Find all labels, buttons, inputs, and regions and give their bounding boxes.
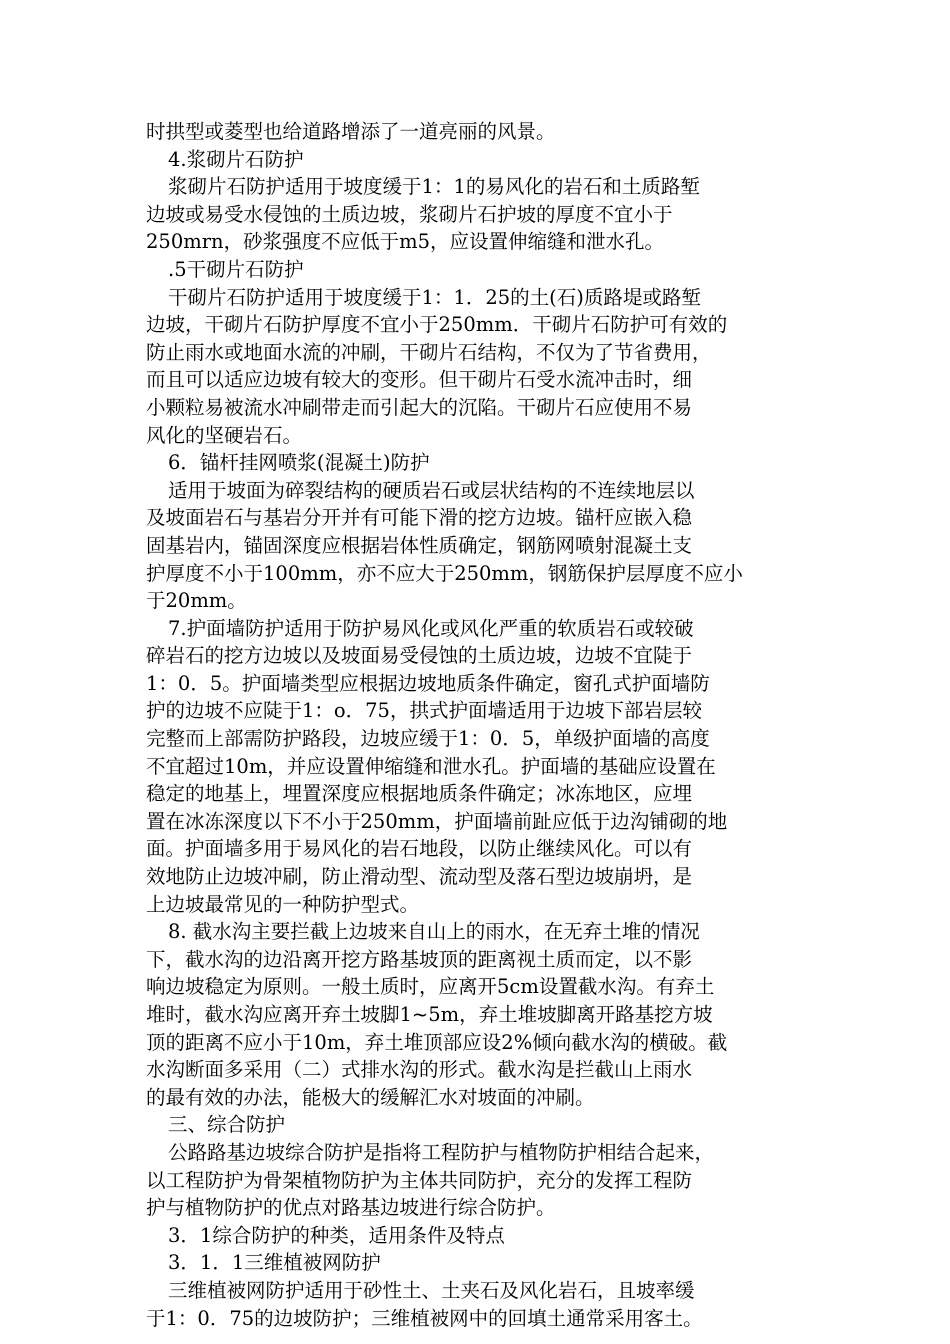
paragraph-line: 护的边坡不应陡于1：o．75，拱式护面墙适用于边坡下部岩层较: [146, 699, 702, 723]
section-heading: 三、综合防护: [168, 1113, 286, 1137]
paragraph-line: 边坡，干砌片石防护厚度不宜小于250mm．干砌片石防护可有效的: [146, 313, 728, 337]
paragraph-line: 时拱型或菱型也给道路增添了一道亮丽的风景。: [146, 120, 556, 143]
paragraph-line: 于20mm。: [146, 589, 247, 613]
paragraph-line: 以工程防护为骨架植物防护为主体共同防护，充分的发挥工程防: [146, 1168, 693, 1192]
paragraph-line: 防止雨水或地面水流的冲刷，干砌片石结构，不仅为了节省费用，: [146, 340, 712, 364]
paragraph-line: 稳定的地基上，埋置深度应根据地质条件确定；冰冻地区，应埋: [146, 782, 693, 806]
paragraph-line: 顶的距离不应小于10m，弃土堆顶部应设2%倾向截水沟的横破。截: [146, 1030, 728, 1054]
paragraph-first-line: 三维植被网防护适用于砂性土、土夹石及风化岩石，且坡率缓: [168, 1278, 695, 1302]
section-heading: 3．1综合防护的种类，适用条件及特点: [168, 1223, 505, 1247]
section-heading: 4.浆砌片石防护: [168, 147, 304, 171]
paragraph-first-line: 浆砌片石防护适用于坡度缓于1：1的易风化的岩石和土质路堑: [168, 175, 700, 199]
paragraph-line: 上边坡最常见的一种防护型式。: [146, 892, 420, 916]
paragraph-line: 风化的坚硬岩石。: [146, 423, 303, 447]
paragraph-line: 250mrn，砂浆强度不应低于m5，应设置伸缩缝和泄水孔。: [146, 230, 664, 254]
paragraph-first-line: 7.护面墙防护适用于防护易风化或风化严重的软质岩石或较破: [168, 616, 694, 640]
paragraph-line: 完整而上部需防护路段，边坡应缓于1：0．5，单级护面墙的高度: [146, 727, 710, 751]
paragraph-line: 护与植物防护的优点对路基边坡进行综合防护。: [146, 1196, 556, 1220]
paragraph-line: 不宜超过10m，并应设置伸缩缝和泄水孔。护面墙的基础应设置在: [146, 754, 716, 778]
paragraph-line: 1：0．5。护面墙类型应根据边坡地质条件确定，窗孔式护面墙防: [146, 671, 710, 695]
section-heading: 3．1．1三维植被网防护: [168, 1251, 381, 1275]
paragraph-first-line: 干砌片石防护适用于坡度缓于1：1．25的土(石)质路堤或路堑: [168, 285, 701, 309]
section-heading: .5干砌片石防护: [168, 257, 304, 281]
paragraph-line: 效地防止边坡冲刷，防止滑动型、流动型及落石型边坡崩坍，是: [146, 865, 693, 889]
paragraph-line: 于1：0．75的边坡防护；三维植被网中的回填土通常采用客土。: [146, 1306, 703, 1330]
paragraph-line: 小颗粒易被流水冲刷带走而引起大的沉陷。干砌片石应使用不易: [146, 395, 693, 419]
paragraph-line: 面。护面墙多用于易风化的岩石地段，以防止继续风化。可以有: [146, 837, 693, 861]
paragraph-line: 护厚度不小于100mm，亦不应大于250mm，钢筋保护层厚度不应小: [146, 561, 743, 585]
paragraph-line: 边坡或易受水侵蚀的土质边坡，浆砌片石护坡的厚度不宜小于: [146, 202, 673, 226]
document-page: [146, 118, 796, 1332]
paragraph-line: 而且可以适应边坡有较大的变形。但干砌片石受水流冲击时，细: [146, 368, 693, 392]
paragraph-line: 响边坡稳定为原则。一般土质时，应离开5cm设置截水沟。有弃土: [146, 975, 715, 999]
paragraph-first-line: 8. 截水沟主要拦截上边坡来自山上的雨水，在无弃土堆的情况: [168, 920, 700, 944]
paragraph-first-line: 公路路基边坡综合防护是指将工程防护与植物防护相结合起来，: [168, 1140, 715, 1164]
paragraph-line: 及坡面岩石与基岩分开并有可能下滑的挖方边坡。锚杆应嵌入稳: [146, 506, 693, 530]
paragraph-line: 水沟断面多采用（二）式排水沟的形式。截水沟是拦截山上雨水: [146, 1058, 693, 1082]
paragraph-line: 固基岩内，锚固深度应根据岩体性质确定，钢筋网喷射混凝土支: [146, 533, 693, 557]
paragraph-line: 碎岩石的挖方边坡以及坡面易受侵蚀的土质边坡，边坡不宜陡于: [146, 644, 693, 668]
paragraph-first-line: 适用于坡面为碎裂结构的硬质岩石或层状结构的不连续地层以: [168, 478, 695, 502]
paragraph-line: 置在冰冻深度以下不小于250mm，护面墙前趾应低于边沟铺砌的地: [146, 809, 728, 833]
paragraph-line: 堆时，截水沟应离开弃土坡脚1~5m，弃土堆坡脚离开路基挖方坡: [146, 1003, 713, 1026]
section-heading: 6．锚杆挂网喷浆(混凝土)防护: [168, 451, 430, 475]
paragraph-line: 的最有效的办法，能极大的缓解汇水对坡面的冲刷。: [146, 1085, 595, 1109]
paragraph-line: 下，截水沟的边沿离开挖方路基坡顶的距离视土质而定，以不影: [146, 947, 693, 971]
